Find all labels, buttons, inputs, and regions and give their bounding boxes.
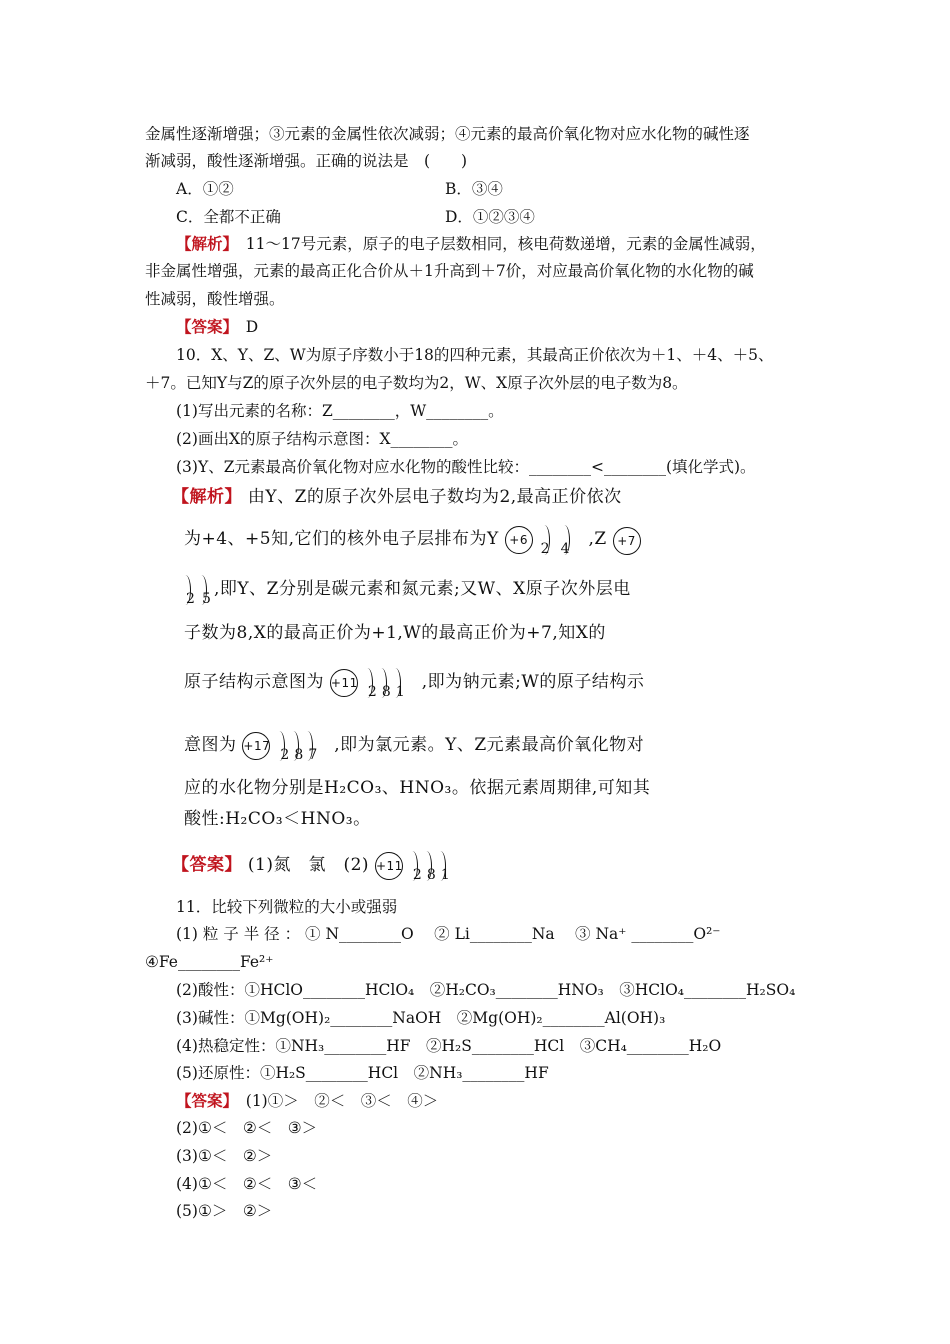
q10-answer [172,848,461,883]
q9-analysis-line2: 非金属性增强，元素的最高正化合价从＋1升高到＋7价，对应最高价氧化物的水化物的碱 [145,262,754,280]
q9-analysis-line3: 性减弱，酸性增强。 [145,290,285,308]
nucleus: +7 [613,527,641,555]
q11-part5: (5)还原性：①H₂S________HCl ②NH₃________HF [176,1064,549,1082]
q11-part2: (2)酸性：①HClO________HClO₄ ②H₂CO₃________HNO₃ ③HClO₄________H₂SO₄ [176,981,796,999]
q10-stem-line2: ＋7。已知Y与Z的原子次外层的电子数均为2，W、X原子次外层的电子数为8。 [145,374,688,392]
analysis-text: ,即Y、Z分别是碳元素和氮元素;又W、X原子次外层电 [214,579,631,599]
answer-text: D [230,318,259,336]
q11-part1-line2: ④Fe________Fe²⁺ [145,953,274,971]
q11-answer-line4: (4)①＜ ②＜ ③＜ [176,1175,318,1193]
nucleus: +11 [330,669,358,697]
analysis-tag: 【解析】 [176,234,231,253]
q9-text-line1: 金属性逐渐增强；③元素的金属性依次减弱；④元素的最高价氧化物对应水化物的碱性逐 [145,125,750,143]
atom-diagram-na [330,665,416,700]
electron-shells [409,849,461,883]
q10-analysis-line2 [184,522,641,557]
analysis-text: ,即为钠元素;W的原子结构示 [421,672,645,692]
q10-stem-line1: 10．X、Y、Z、W为原子序数小于18的四种元素，其最高正价依次为＋1、＋4、＋5、 [176,346,774,364]
q9-option-b: B．③④ [445,180,503,198]
nucleus: +11 [375,852,403,880]
analysis-text: 意图为 [184,735,237,755]
q10-analysis-line6 [184,728,644,763]
electron-shells [539,523,583,557]
atom-diagram-z [613,523,641,557]
q11-title: 11．比较下列微粒的大小或强弱 [176,898,398,916]
q10-analysis-line4: 子数为8,X的最高正价为+1,W的最高正价为+7,知X的 [184,623,606,643]
atom-diagram-cl [242,728,328,763]
q10-part3: (3)Y、Z元素最高价氧化物对应水化物的酸性比较：________<________(填化学式)。 [176,458,756,476]
analysis-text: 11～17号元素，原子的电子层数相同，核电荷数递增，元素的金属性减弱， [230,235,766,253]
q10-analysis-line3 [184,572,631,607]
shell-count: 8 [294,746,304,763]
answer-tag: 【答案】 [176,317,231,336]
q11-answer-line2: (2)①＜ ②＜ ③＞ [176,1119,318,1137]
q9-text-line2: 渐减弱，酸性逐渐增强。正确的说法是 ( ) [145,152,468,170]
shell-count: 2 [186,590,196,607]
answer-text: (1)①＞ ②＜ ③＜ ④＞ [230,1092,439,1110]
shell-count: 2 [280,746,290,763]
electron-shells [364,666,416,700]
q10-part1: (1)写出元素的名称：Z________，W________。 [176,402,504,420]
q9-option-a: A．①② [176,180,234,198]
shell-arc [180,575,191,605]
shell-count: 1 [395,683,406,700]
analysis-text: 原子结构示意图为 [184,672,324,692]
analysis-text: ,即为氯元素。Y、Z元素最高价氧化物对 [334,735,645,755]
shell-count: 7 [308,746,318,763]
nucleus: +6 [505,526,533,554]
shell-count: 2 [540,540,550,557]
q11-part3: (3)碱性：①Mg(OH)₂________NaOH ②Mg(OH)₂________Al(OH)₃ [176,1009,666,1027]
shell-count: 2 [367,683,378,700]
nucleus: +17 [242,732,270,760]
atom-diagram-y [505,522,583,557]
q9-answer [176,316,258,338]
shell-count: 8 [426,866,437,883]
shell-count: 5 [202,590,212,607]
answer-tag: 【答案】 [172,855,242,875]
q10-analysis-line5 [184,665,644,700]
analysis-tag: 【解析】 [172,487,242,507]
q10-analysis-line1 [172,486,622,508]
shell-count: 8 [381,683,392,700]
q11-answer-line1 [176,1090,438,1112]
shell-count: 2 [412,866,423,883]
analysis-text: 为+4、+5知,它们的核外电子层排布为Y [184,529,499,549]
electron-shells [276,729,328,763]
answer-tag: 【答案】 [176,1091,231,1110]
q10-analysis-line7: 应的水化物分别是H₂CO₃、HNO₃。依据元素周期律,可知其 [184,778,651,798]
q9-analysis-line1 [176,233,766,255]
q11-answer-line3: (3)①＜ ②＞ [176,1147,273,1165]
q9-option-d: D．①②③④ [445,208,535,226]
analysis-text: ,Z [588,529,607,549]
shell-count: 1 [440,866,451,883]
shell-count: 4 [560,540,570,557]
q10-analysis-line8: 酸性:H₂CO₃＜HNO₃。 [184,809,371,829]
shell-arc [196,575,207,605]
q11-part4: (4)热稳定性：①NH₃________HF ②H₂S________HCl ③CH₄________H₂O [176,1037,722,1055]
q10-part2: (2)画出X的原子结构示意图：X________。 [176,430,469,448]
analysis-text: 由Y、Z的原子次外层电子数均为2,最高正价依次 [242,487,622,507]
q11-answer-line5: (5)①＞ ②＞ [176,1202,273,1220]
electron-shells-z [184,573,214,607]
q9-option-c: C．全都不正确 [176,208,281,226]
q11-part1-line1: (1) 粒 子 半 径 ： ① N________O ② Li________Na ③ Na⁺ ________O²⁻ [176,925,721,943]
atom-diagram-na-answer [375,848,461,883]
answer-text: (1)氮 氯 (2) [242,855,370,875]
